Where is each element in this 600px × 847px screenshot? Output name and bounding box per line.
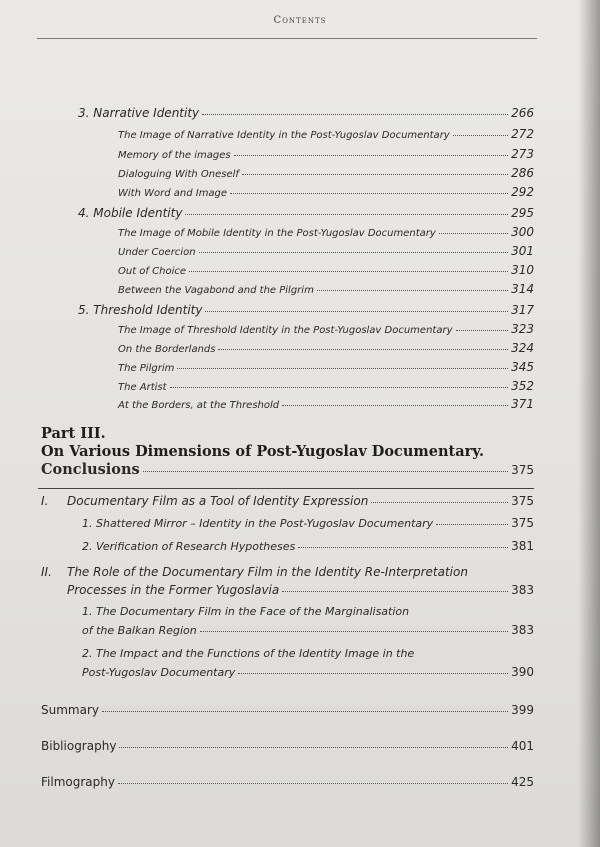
dot-leader bbox=[436, 524, 508, 525]
toc-entry-page: 381 bbox=[511, 539, 534, 553]
dot-leader bbox=[317, 290, 508, 291]
toc-entry-title: Memory of the images bbox=[118, 150, 231, 161]
toc-subentry-line1[interactable] bbox=[82, 605, 409, 618]
toc-entry-threshold-identity[interactable] bbox=[78, 303, 534, 317]
dot-leader bbox=[118, 783, 508, 784]
dot-leader bbox=[456, 330, 509, 331]
dot-leader bbox=[185, 214, 508, 215]
section-number: II. bbox=[41, 565, 52, 579]
toc-entry-title: Out of Choice bbox=[118, 266, 186, 277]
dot-leader bbox=[238, 673, 508, 674]
toc-entry-title: Under Coercion bbox=[118, 247, 196, 258]
dot-leader bbox=[234, 155, 508, 156]
part-heading bbox=[41, 425, 484, 461]
toc-entry-title: With Word and Image bbox=[118, 188, 228, 199]
toc-subentry-line1[interactable] bbox=[82, 647, 414, 660]
toc-entry-page: 375 bbox=[511, 494, 534, 508]
toc-subentry[interactable] bbox=[82, 665, 534, 679]
toc-subentry[interactable] bbox=[82, 539, 534, 553]
toc-entry-title: The Role of the Documentary Film in the Identity Re-Interpretation bbox=[67, 565, 468, 579]
toc-entry-title: Bibliography bbox=[41, 739, 117, 753]
toc-subentry[interactable] bbox=[82, 623, 534, 637]
toc-entry-page: 295 bbox=[511, 206, 534, 220]
toc-entry-section-ii[interactable] bbox=[67, 583, 534, 597]
toc-subentry[interactable] bbox=[118, 360, 534, 374]
toc-subentry[interactable] bbox=[118, 127, 534, 141]
toc-subentry[interactable] bbox=[118, 263, 534, 277]
toc-entry-page: 345 bbox=[511, 360, 534, 374]
toc-entry-page: 301 bbox=[511, 244, 534, 258]
toc-entry-summary[interactable] bbox=[41, 703, 534, 717]
dot-leader bbox=[242, 174, 508, 175]
toc-entry-page: 272 bbox=[511, 127, 534, 141]
part-number: Part III. bbox=[41, 425, 106, 442]
dot-leader bbox=[371, 502, 508, 503]
toc-entry-page: 292 bbox=[511, 185, 534, 199]
toc-subentry[interactable] bbox=[118, 225, 534, 239]
part-title: On Various Dimensions of Post-Yugoslav Documentary. bbox=[41, 443, 485, 460]
toc-subentry[interactable] bbox=[118, 341, 534, 355]
dot-leader bbox=[453, 135, 508, 136]
toc-entry-page: 324 bbox=[511, 341, 534, 355]
dot-leader bbox=[230, 193, 508, 194]
toc-entry-page: 375 bbox=[511, 463, 534, 477]
toc-entry-title: Documentary Film as a Tool of Identity Expression bbox=[67, 494, 369, 508]
dot-leader bbox=[218, 349, 508, 350]
toc-entry-conclusions[interactable] bbox=[41, 461, 534, 478]
toc-entry-page: 286 bbox=[511, 166, 534, 180]
toc-entry-title: 5. Threshold Identity bbox=[78, 303, 203, 317]
page-edge-shadow bbox=[578, 0, 600, 847]
dot-leader bbox=[170, 387, 509, 388]
toc-entry-section-ii-line1[interactable] bbox=[41, 565, 468, 579]
toc-subentry[interactable] bbox=[82, 516, 534, 530]
toc-entry-page: 425 bbox=[511, 775, 534, 789]
toc-entry-title: The Pilgrim bbox=[118, 363, 175, 374]
toc-entry-title: 1. The Documentary Film in the Face of the Marginalisation bbox=[82, 605, 410, 618]
toc-entry-filmography[interactable] bbox=[41, 775, 534, 789]
toc-entry-narrative-identity[interactable] bbox=[78, 106, 534, 120]
toc-entry-title: Summary bbox=[41, 703, 99, 717]
toc-entry-title: of the Balkan Region bbox=[82, 624, 197, 637]
dot-leader bbox=[298, 547, 508, 548]
toc-entry-title: 2. The Impact and the Functions of the Identity Image in the bbox=[82, 647, 415, 660]
toc-entry-title: 1. Shattered Mirror – Identity in the Post-Yugoslav Documentary bbox=[82, 517, 434, 530]
toc-entry-page: 375 bbox=[511, 516, 534, 530]
toc-entry-page: 300 bbox=[511, 225, 534, 239]
toc-entry-bibliography[interactable] bbox=[41, 739, 534, 753]
dot-leader bbox=[439, 233, 508, 234]
toc-entry-page: 383 bbox=[511, 583, 534, 597]
dot-leader bbox=[282, 591, 508, 592]
toc-entry-title: 4. Mobile Identity bbox=[78, 206, 183, 220]
toc-subentry[interactable] bbox=[118, 322, 534, 336]
dot-leader bbox=[189, 271, 508, 272]
dot-leader bbox=[205, 311, 508, 312]
toc-entry-title: The Image of Threshold Identity in the Post-Yugoslav Documentary bbox=[118, 325, 453, 336]
toc-entry-page: 323 bbox=[511, 322, 534, 336]
toc-entry-page: 273 bbox=[511, 147, 534, 161]
toc-entry-title: 2. Verification of Research Hypotheses bbox=[82, 540, 296, 553]
dot-leader bbox=[177, 368, 508, 369]
dot-leader bbox=[102, 711, 508, 712]
toc-entry-title: 3. Narrative Identity bbox=[78, 106, 200, 120]
toc-entry-section-i[interactable] bbox=[41, 494, 534, 508]
toc-entry-mobile-identity[interactable] bbox=[78, 206, 534, 220]
toc-entry-page: 310 bbox=[511, 263, 534, 277]
toc-entry-page: 314 bbox=[511, 282, 534, 296]
toc-entry-title: Dialoguing With Oneself bbox=[118, 169, 239, 180]
toc-subentry[interactable] bbox=[118, 282, 534, 296]
toc-subentry[interactable] bbox=[118, 166, 534, 180]
toc-entry-title: The Image of Mobile Identity in the Post-Yugoslav Documentary bbox=[118, 228, 436, 239]
toc-entry-title: Filmography bbox=[41, 775, 115, 789]
section-number: I. bbox=[41, 494, 49, 508]
toc-subentry[interactable] bbox=[118, 185, 534, 199]
toc-subentry[interactable] bbox=[118, 147, 534, 161]
dot-leader bbox=[202, 114, 508, 115]
toc-entry-page: 352 bbox=[511, 379, 534, 393]
dot-leader bbox=[143, 471, 508, 472]
toc-entry-title: The Image of Narrative Identity in the Post-Yugoslav Documentary bbox=[118, 130, 450, 141]
toc-entry-page: 317 bbox=[511, 303, 534, 317]
dot-leader bbox=[119, 747, 508, 748]
toc-entry-title: The Artist bbox=[118, 382, 167, 393]
toc-entry-page: 390 bbox=[511, 665, 534, 679]
toc-entry-title: Processes in the Former Yugoslavia bbox=[67, 583, 280, 597]
dot-leader bbox=[199, 252, 509, 253]
toc-subentry[interactable] bbox=[118, 244, 534, 258]
toc-entry-page: 383 bbox=[511, 623, 534, 637]
toc-entry-page: 399 bbox=[511, 703, 534, 717]
toc-subentry[interactable] bbox=[118, 397, 534, 411]
toc-entry-page: 401 bbox=[511, 739, 534, 753]
running-head: Contents bbox=[273, 15, 327, 26]
dot-leader bbox=[282, 405, 508, 406]
toc-entry-title: On the Borderlands bbox=[118, 344, 216, 355]
toc-entry-title: Between the Vagabond and the Pilgrim bbox=[118, 285, 314, 296]
toc-entry-title: Post-Yugoslav Documentary bbox=[82, 666, 236, 679]
toc-subentry[interactable] bbox=[118, 379, 534, 393]
toc-entry-page: 266 bbox=[511, 106, 534, 120]
dot-leader bbox=[200, 631, 508, 632]
part-title-conclusions: Conclusions bbox=[41, 461, 140, 478]
toc-entry-page: 371 bbox=[511, 397, 534, 411]
toc-entry-title: At the Borders, at the Threshold bbox=[118, 400, 280, 411]
part-rule bbox=[38, 488, 534, 489]
